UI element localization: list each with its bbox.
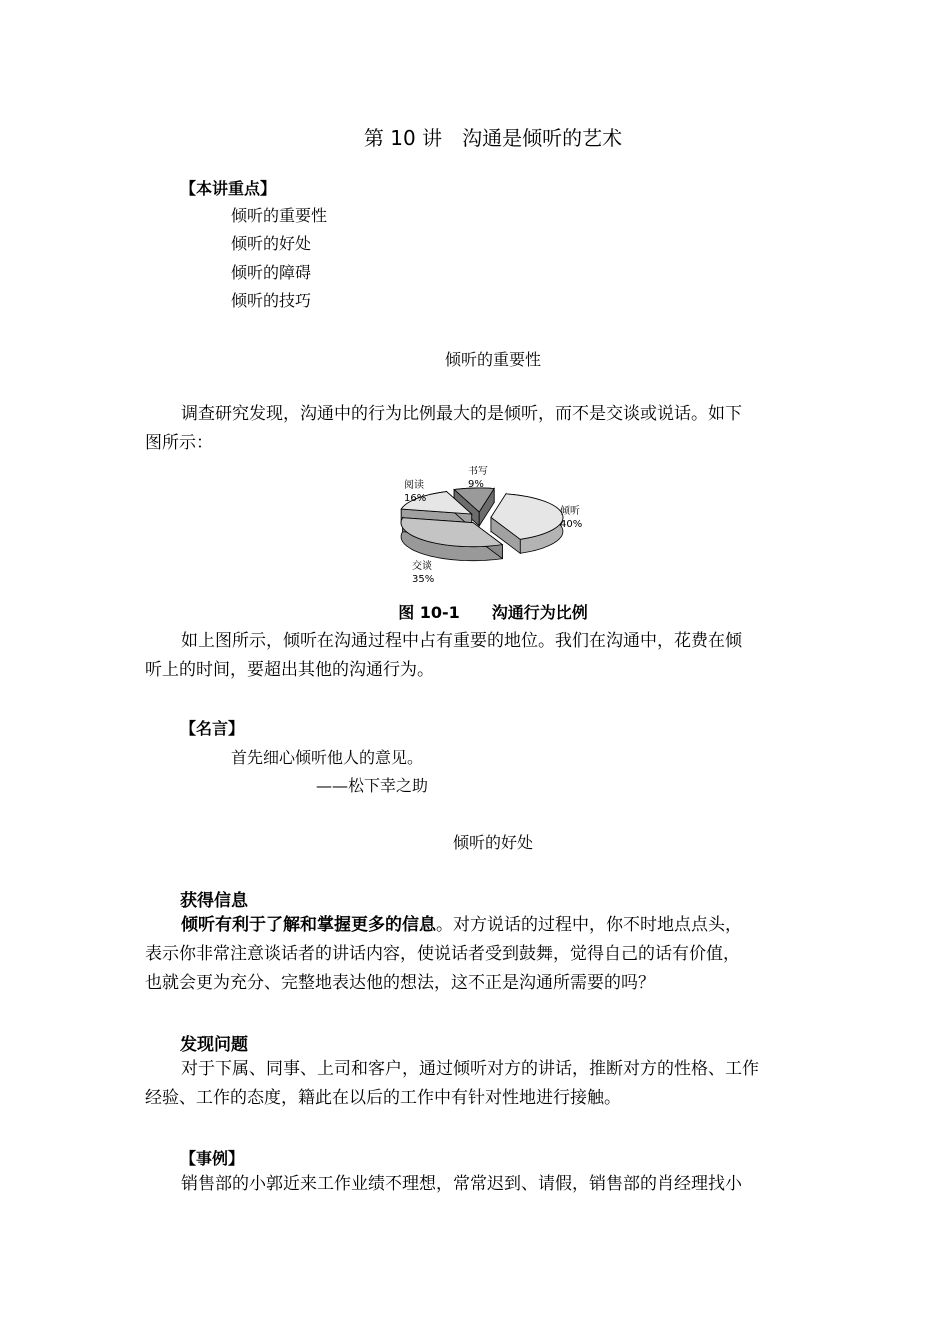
figure-caption: 图 10-1 沟通行为比例: [398, 603, 588, 622]
subheading-get-info: 获得信息: [180, 891, 248, 911]
text-line: 经验、工作的态度，籍此在以后的工作中有针对性地进行接触。: [145, 1088, 621, 1108]
quote-heading: 【名言】: [180, 719, 245, 738]
section2-sub1-body: [145, 911, 810, 998]
label-talking: 35%: [412, 574, 435, 585]
key-point-item: 倾听的障碍: [231, 263, 312, 282]
label-writing: 9%: [468, 479, 484, 490]
key-point-item: 倾听的好处: [231, 234, 312, 253]
text-line: 如上图所示，倾听在沟通过程中占有重要的地位。我们在沟通中，花费在倾: [181, 631, 742, 651]
label-reading: 16%: [404, 493, 427, 504]
text-line: 调查研究发现，沟通中的行为比例最大的是倾听，而不是交谈或说话。如下: [181, 404, 742, 424]
text-line: 图所示：: [145, 433, 213, 453]
label-listening: 倾听: [560, 506, 580, 517]
section1-intro: [145, 400, 810, 458]
text-line: 听上的时间，要超出其他的沟通行为。: [145, 660, 434, 680]
text-line: 也就会更为充分、完整地表达他的想法，这不正是沟通所需要的吗？: [145, 973, 655, 993]
text-line: 对于下属、同事、上司和客户，通过倾听对方的讲话，推断对方的性格、工作: [181, 1059, 759, 1079]
section1-after: [145, 627, 810, 685]
text-span: 。对方说话的过程中，你不时地点点头，: [436, 915, 742, 935]
section2-sub2-body: [145, 1055, 810, 1113]
label-talking: 交谈: [412, 561, 432, 572]
key-points-heading: 【本讲重点】: [180, 179, 277, 198]
key-point-item: 倾听的重要性: [231, 206, 328, 225]
text-line: [145, 911, 810, 940]
subheading-find-problem: 发现问题: [180, 1035, 248, 1055]
text-line: 销售部的小郭近来工作业绩不理想，常常迟到、请假，销售部的肖经理找小: [181, 1174, 742, 1194]
section-heading-importance: 倾听的重要性: [444, 350, 541, 369]
case-heading: 【事例】: [180, 1149, 245, 1168]
label-reading: 阅读: [404, 480, 424, 491]
quote-author: ——松下幸之助: [316, 776, 429, 795]
page-title: 第 10 讲 沟通是倾听的艺术: [363, 126, 623, 150]
label-writing: 书写: [468, 466, 488, 477]
case-body: [145, 1170, 810, 1199]
quote-text: 首先细心倾听他人的意见。: [231, 748, 424, 767]
pie-slice-talking: [401, 518, 502, 561]
key-point-item: 倾听的技巧: [231, 291, 312, 310]
communication-pie-chart: [398, 466, 598, 592]
section-heading-benefits: 倾听的好处: [452, 833, 533, 852]
label-listening: 40%: [560, 519, 583, 530]
text-line: 表示你非常注意谈话者的讲话内容，使说话者受到鼓舞，觉得自己的话有价值，: [145, 944, 740, 964]
emphasis-text: 倾听有利于了解和掌握更多的信息: [181, 915, 436, 935]
